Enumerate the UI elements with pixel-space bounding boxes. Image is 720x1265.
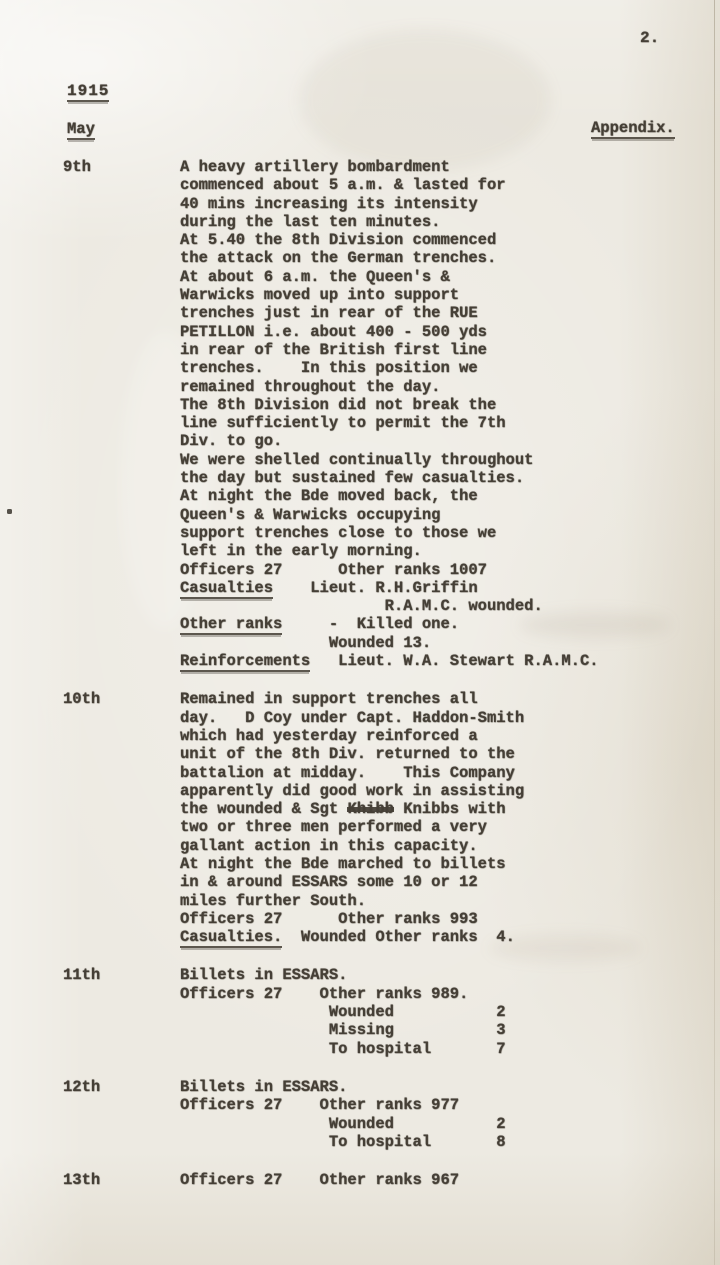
diary-line: apparently did good work in assisting (180, 781, 525, 800)
diary-line: To hospital 8 (180, 1132, 506, 1151)
diary-line: At night the Bde moved back, the (180, 487, 478, 506)
diary-line: At night the Bde marched to billets (180, 854, 506, 873)
diary-line: Remained in support trenches all (180, 690, 478, 709)
diary-line: Div. to go. (180, 432, 283, 451)
diary-line: commenced about 5 a.m. & lasted for (180, 176, 506, 195)
diary-line: Casualties Lieut. R.H.Griffin (180, 578, 478, 597)
diary-line: Officers 27 Other ranks 977 (180, 1096, 460, 1115)
diary-line: the day but sustained few casualties. (180, 469, 525, 488)
diary-line: which had yesterday reinforced a (180, 726, 478, 745)
diary-line: in rear of the British first line (180, 340, 487, 359)
diary-entry (63, 966, 710, 1057)
diary-line: trenches just in rear of the RUE (180, 304, 478, 323)
diary-line: Wounded 2 (180, 1003, 506, 1022)
diary-entry (63, 1078, 710, 1151)
diary-line: gallant action in this capacity. (180, 836, 478, 855)
diary-line: trenches. In this position we (180, 359, 478, 378)
diary-line: At 5.40 the 8th Division commenced (180, 231, 497, 250)
diary-line: two or three men performed a very (180, 818, 487, 837)
year-heading (67, 82, 109, 100)
diary-line: Queen's & Warwicks occupying (180, 505, 441, 524)
diary-line: Officers 27 Other ranks 993 (180, 909, 478, 928)
entry-date: 13th (63, 1171, 101, 1190)
diary-line: line sufficiently to permit the 7th (180, 414, 506, 433)
diary-line: battalion at midday. This Company (180, 763, 515, 782)
diary-line: Reinforcements Lieut. W.A. Stewart R.A.M.C. (180, 652, 599, 671)
entry-date: 9th (63, 158, 91, 176)
diary-entry (63, 690, 710, 946)
entry-body (180, 1171, 710, 1189)
month-heading (67, 120, 95, 138)
diary-line: Casualties. Wounded Other ranks 4. (180, 928, 515, 947)
entry-body (180, 1078, 710, 1151)
diary-line: To hospital 7 (180, 1039, 506, 1058)
scan-edge-line (714, 0, 715, 1265)
diary-line: Missing 3 (180, 1021, 506, 1040)
diary-line: left in the early morning. (180, 542, 422, 561)
diary-line: R.A.M.C. wounded. (180, 597, 543, 616)
page-number: 2. (640, 29, 660, 47)
diary-line: Wounded 2 (180, 1114, 506, 1133)
diary-line: Other ranks - Killed one. (180, 615, 460, 634)
diary-line: in & around ESSARS some 10 or 12 (180, 873, 478, 892)
ink-dot-artifact (7, 509, 12, 514)
entry-date: 12th (63, 1077, 101, 1096)
diary-line: At about 6 a.m. the Queen's & (180, 267, 450, 286)
diary-line: The 8th Division did not break the (180, 395, 497, 414)
diary-line: Wounded 13. (180, 633, 432, 652)
diary-entries (63, 158, 710, 1209)
diary-line: Officers 27 Other ranks 967 (180, 1171, 460, 1190)
diary-line: support trenches close to those we (180, 523, 497, 542)
diary-line: PETILLON i.e. about 400 - 500 yds (180, 322, 487, 341)
appendix-heading (591, 119, 675, 137)
diary-line: 40 mins increasing its intensity (180, 194, 478, 213)
year-text: 1915 (67, 82, 110, 100)
diary-line: miles further South. (180, 891, 367, 910)
bleed-through-mark (300, 30, 550, 170)
diary-entry (63, 1171, 710, 1189)
diary-line: Officers 27 Other ranks 989. (180, 984, 469, 1003)
diary-line: unit of the 8th Div. returned to the (180, 745, 515, 764)
appendix-text: Appendix. (591, 119, 675, 137)
diary-line: during the last ten minutes. (180, 212, 441, 231)
diary-line: Billets in ESSARS. (180, 1077, 348, 1096)
diary-line: the wounded & Sgt Khibb Knibbs with (180, 800, 506, 819)
diary-line: day. D Coy under Capt. Haddon-Smith (180, 708, 525, 727)
diary-line: remained throughout the day. (180, 377, 441, 396)
entry-date: 10th (63, 690, 101, 709)
diary-line: the attack on the German trenches. (180, 249, 497, 268)
diary-line: Billets in ESSARS. (180, 966, 348, 985)
entry-body (180, 158, 710, 670)
diary-line: Warwicks moved up into support (180, 286, 460, 305)
entry-date: 11th (63, 966, 101, 985)
diary-line: We were shelled continually throughout (180, 450, 534, 469)
diary-entry (63, 158, 710, 670)
month-text: May (67, 120, 95, 138)
entry-body (180, 690, 710, 946)
diary-line: A heavy artillery bombardment (180, 158, 450, 176)
entry-body (180, 966, 710, 1057)
diary-line: Officers 27 Other ranks 1007 (180, 560, 487, 579)
